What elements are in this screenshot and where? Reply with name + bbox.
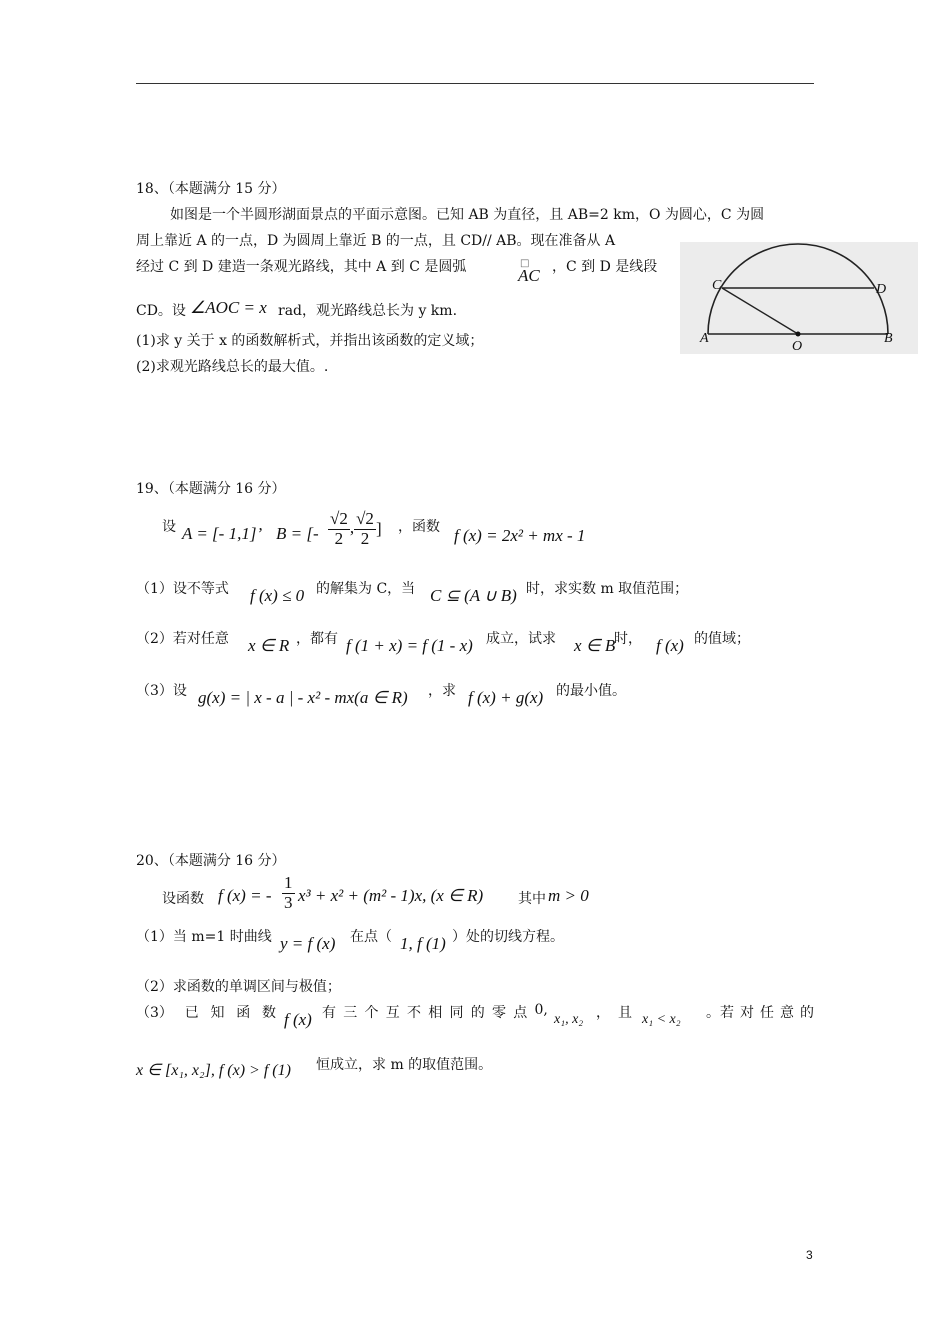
q19-p3-a: （3）设 — [136, 683, 187, 699]
symmetry-eq: f (1 + x) = f (1 - x) — [346, 636, 473, 655]
q20-p3-seg2: 有 三 个 互 不 相 同 的 零 点 0, — [322, 1002, 548, 1021]
q18-line2: 周上靠近 A 的一点，D 为圆周上靠近 B 的一点，且 CD// AB。现在准备从 A — [136, 233, 616, 249]
q19-p2-b: ，都有 — [296, 631, 338, 647]
set-b-prefix: B = [- — [276, 524, 319, 543]
q20-p3-l2-text: 恒成立，求 m 的取值范围。 — [316, 1057, 493, 1073]
q19-p1-c: 时，求实数 m 取值范围； — [526, 581, 689, 597]
q20-p2: （2）求函数的单调区间与极值； — [136, 979, 341, 995]
fraction-one-third: $\frac{1}{3}$ — [284, 873, 293, 912]
q19-func-label: ，函数 — [398, 519, 440, 535]
q19-heading: 19、（本题满分 16 分） — [136, 481, 286, 497]
center-point-o — [796, 332, 801, 337]
arc-placeholder-icon: □ — [520, 258, 530, 269]
q18-heading: 18、（本题满分 15 分） — [136, 181, 286, 197]
page-number: 3 — [806, 1248, 813, 1262]
set-b-fractions: $\frac{√2}{2}$ , $\frac{√2}{2}$ ] — [330, 509, 382, 548]
curve-expr: y = f (x) — [280, 934, 336, 953]
q18-part1: (1)求 y 关于 x 的函数解析式，并指出该函数的定义域； — [136, 333, 484, 349]
interval-condition: x ∈ [x₁, x₂], f (x) > f (1) — [136, 1062, 291, 1079]
q20-p3-qie: 且 — [618, 1005, 632, 1021]
x-in-r: x ∈ R — [248, 636, 290, 655]
q19-p3-b: ，求 — [428, 683, 456, 699]
set-a: A = [- 1,1]’ — [182, 524, 263, 543]
arc-ac-label: AC — [518, 266, 540, 285]
angle-expression: ∠AOC = x — [190, 298, 267, 317]
fraction-1: $\frac{√2}{2}$ — [330, 509, 348, 548]
label-c: C — [712, 278, 722, 293]
semicircle-figure — [680, 242, 918, 354]
q19-p2-e: 的值域； — [694, 631, 750, 647]
q19-p3-c: 的最小值。 — [556, 683, 626, 699]
function-g: g(x) = | x - a | - x² - mx(a ∈ R) — [198, 688, 408, 707]
q18-line4a: CD。设 — [136, 303, 186, 319]
q18-part2: (2)求观光路线总长的最大值。. — [136, 359, 329, 375]
q18-line3a: 经过 C 到 D 建造一条观光路线，其中 A 到 C 是圆弧 — [136, 259, 467, 275]
q18-line1: 如图是一个半圆形湖面景点的平面示意图。已知 AB 为直径，且 AB=2 km，O 为圆心，C 为圆 — [170, 207, 765, 223]
q18-line3b: ，C 到 D 是线段 — [552, 259, 658, 275]
q19-p2-c: 成立，试求 — [486, 631, 556, 647]
q20-heading: 20、（本题满分 16 分） — [136, 853, 286, 869]
q19-p1-a: （1）设不等式 — [136, 581, 229, 597]
radius-oc — [722, 288, 798, 334]
roots-inequality: x₁ < x₂ — [642, 1012, 681, 1027]
q20-p1-a: （1）当 m=1 时曲线 — [136, 929, 272, 945]
q20-fx: f (x) = - — [218, 886, 272, 905]
label-d: D — [876, 282, 887, 297]
q20-p3-fx: f (x) — [284, 1010, 312, 1029]
header-rule — [136, 83, 814, 84]
q20-p1-b: 在点（ — [350, 929, 392, 945]
q19-p1-b: 的解集为 C，当 — [316, 581, 416, 597]
fx-range: f (x) — [656, 636, 684, 655]
q20-where: 其中 — [518, 891, 546, 907]
semicircle-arc — [708, 244, 888, 334]
semicircle-diagram — [680, 242, 918, 354]
q19-intro-prefix: 设 — [162, 519, 176, 535]
q20-p3-comma: ， — [596, 1005, 610, 1021]
inequality-fx: f (x) ≤ 0 — [250, 586, 305, 605]
q20-p3-seg3: 。若 对 任 意 的 — [706, 1005, 814, 1021]
q20-p1-c: ）处的切线方程。 — [452, 929, 564, 945]
label-o: O — [792, 339, 803, 354]
q20-condition: m > 0 — [548, 886, 589, 905]
q20-intro-prefix: 设函数 — [162, 891, 204, 907]
x-in-b: x ∈ B — [574, 636, 616, 655]
point-expr: 1, f (1) — [400, 934, 446, 953]
roots-x1-x2: x₁, x₂ — [554, 1012, 584, 1027]
function-f: f (x) = 2x² + mx - 1 — [454, 526, 586, 545]
sum-expr: f (x) + g(x) — [468, 688, 544, 707]
label-a: A — [700, 331, 709, 346]
label-b: B — [884, 331, 893, 346]
q20-polynomial: x³ + x² + (m² - 1)x, (x ∈ R) — [298, 886, 484, 905]
q19-p2-d: 时， — [614, 631, 642, 647]
q19-p2-a: （2）若对任意 — [136, 631, 229, 647]
q20-p3-seg1: （3） 已 知 函 数 — [136, 1005, 276, 1021]
fraction-2: $\frac{√2}{2}$ — [356, 509, 374, 548]
q18-line4b: rad，观光路线总长为 y km. — [278, 303, 458, 319]
subset-expr: C ⊆ (A ∪ B) — [430, 586, 517, 605]
